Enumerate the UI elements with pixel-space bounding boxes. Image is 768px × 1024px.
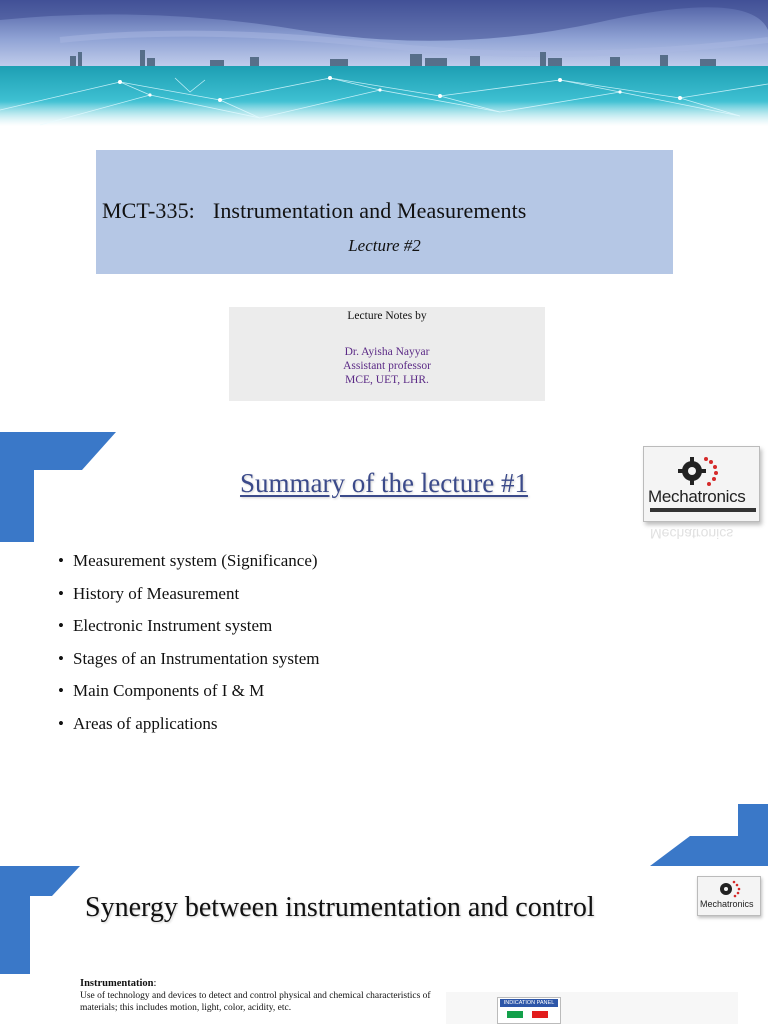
course-name: Instrumentation and Measurements (212, 198, 527, 223)
list-item: • Stages of an Instrumentation system (58, 648, 320, 668)
instrumentation-heading: Instrumentation: (80, 978, 157, 989)
author-name: Dr. Ayisha Nayyar (344, 346, 430, 358)
indication-panel (497, 997, 561, 1024)
list-item: • Main Components of I & M (58, 681, 265, 700)
corner-decoration-top-left-2 (0, 866, 80, 976)
notes-heading: Lecture Notes by (347, 310, 427, 322)
logo-tagline-bar (650, 508, 756, 512)
indication-panel-label: INDICATION PANEL (500, 999, 558, 1007)
list-item: • Electronic Instrument system (58, 616, 273, 635)
course-code: MCT-335: (102, 198, 195, 223)
list-item: • Measurement system (Significance) (58, 551, 318, 570)
summary-bullet-list (58, 545, 319, 740)
mechatronics-logo (643, 446, 760, 522)
gear-icon-small (718, 879, 742, 899)
gear-icon (678, 453, 722, 489)
course-title-box (96, 150, 673, 274)
slide-synergy (0, 866, 768, 1024)
indication-panel-figure (446, 992, 738, 1024)
instrumentation-definition: Use of technology and devices to detect and control physical and chemical characteristics of materials; this includes motion, light, color, acidity, etc. (80, 991, 431, 1013)
slide-summary (0, 432, 768, 866)
green-indicator-lamp (507, 1011, 523, 1018)
mechatronics-logo-small (697, 876, 761, 916)
synergy-title: Synergy between instrumentation and control (85, 892, 595, 923)
red-indicator-lamp (532, 1011, 548, 1018)
list-item: • Areas of applications (58, 713, 218, 733)
lecture-number: Lecture #2 (348, 236, 421, 255)
logo-reflection: Mechatronics (650, 526, 734, 542)
corner-decoration-bottom-right (650, 804, 768, 866)
summary-title: Summary of the lecture #1 (240, 468, 528, 498)
slide-title (0, 0, 768, 418)
course-title (102, 198, 667, 224)
logo-wordmark-small: Mechatronics (700, 899, 754, 909)
header-banner-image (0, 0, 768, 148)
logo-wordmark: Mechatronics (648, 487, 746, 506)
city-sea-banner-graphic (0, 0, 768, 148)
author-position: Assistant professor (343, 360, 431, 372)
lecture-notes-box (229, 307, 545, 401)
list-item: • History of Measurement (58, 583, 240, 603)
author-affiliation: MCE, UET, LHR. (345, 374, 429, 386)
